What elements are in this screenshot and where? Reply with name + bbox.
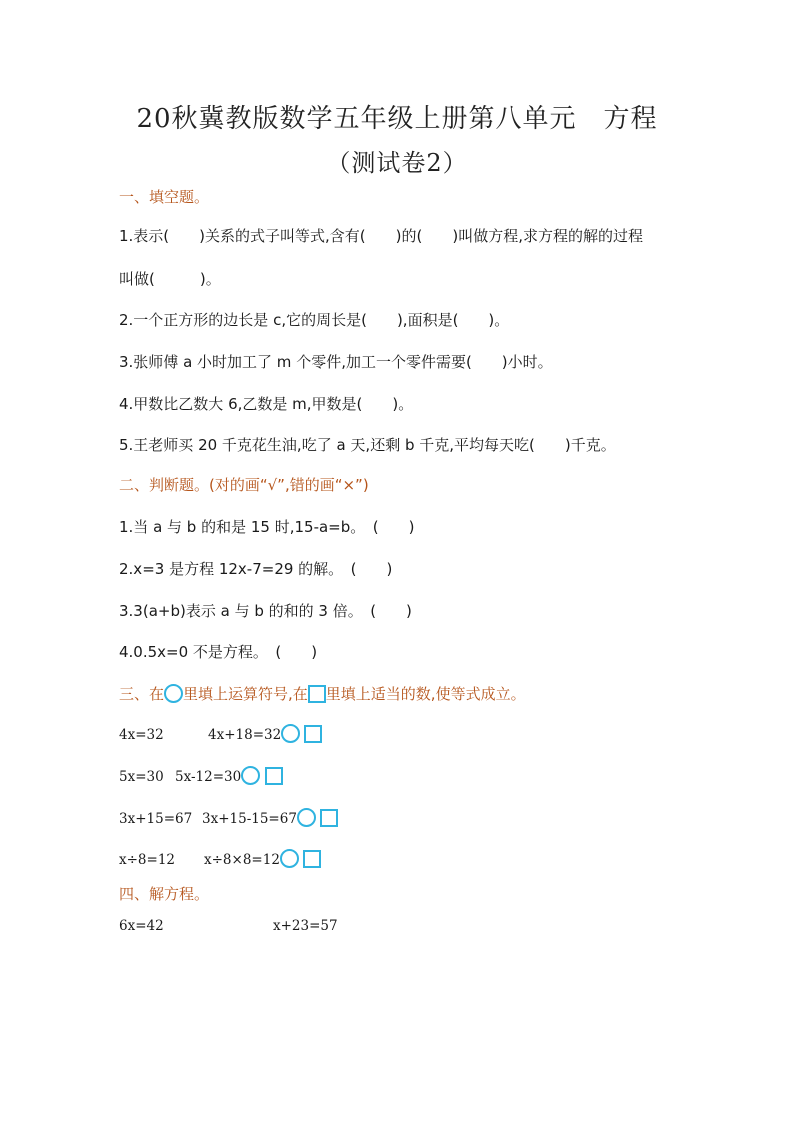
fill-question-3: 3.张师傅 a 小时加工了 m 个零件,加工一个零件需要( )小时。	[119, 353, 553, 371]
equation-row-1-right	[208, 724, 322, 743]
number-square-icon[interactable]	[304, 725, 322, 743]
equation-row-3-right	[202, 808, 338, 827]
number-square-icon[interactable]	[265, 767, 283, 785]
section-3-heading	[119, 683, 526, 704]
section-4-heading: 四、解方程。	[119, 885, 210, 903]
judge-question-3: 3.3(a+b)表示 a 与 b 的和的 3 倍。 ( )	[119, 602, 412, 620]
equation-row-1-left: 4x=32	[119, 727, 164, 743]
judge-question-4: 4.0.5x=0 不是方程。 ( )	[119, 643, 318, 661]
judge-question-1: 1.当 a 与 b 的和是 15 时,15-a=b。 ( )	[119, 518, 415, 536]
solve-equation-1: 6x=42	[119, 918, 164, 934]
fill-question-4: 4.甲数比乙数大 6,乙数是 m,甲数是( )。	[119, 395, 414, 413]
equation-row-4-right-text: x÷8×8=12	[204, 852, 280, 868]
equation-row-4-left: x÷8=12	[119, 852, 176, 868]
section-3-heading-part-b: 里填上运算符号,在	[183, 685, 308, 703]
equation-row-2-left: 5x=30	[119, 769, 164, 785]
section-3-heading-part-a: 三、在	[119, 685, 165, 703]
operator-circle-icon[interactable]	[281, 724, 300, 743]
fill-question-1: 1.表示( )关系的式子叫等式,含有( )的( )叫做方程,求方程的解的过程	[119, 227, 643, 245]
section-3-heading-part-c: 里填上适当的数,使等式成立。	[325, 685, 526, 703]
equation-row-1-right-text: 4x+18=32	[208, 727, 282, 743]
operator-circle-icon[interactable]	[297, 808, 316, 827]
section-2-heading: 二、判断题。(对的画“√”,错的画“×”)	[119, 476, 369, 494]
solve-equation-2: x+23=57	[273, 918, 338, 934]
equation-row-4-right	[204, 849, 321, 868]
operator-circle-icon[interactable]	[241, 766, 260, 785]
fill-question-5: 5.王老师买 20 千克花生油,吃了 a 天,还剩 b 千克,平均每天吃( )千克。	[119, 436, 616, 454]
fill-question-2: 2.一个正方形的边长是 c,它的周长是( ),面积是( )。	[119, 311, 510, 329]
fill-question-1-continued: 叫做( )。	[119, 270, 221, 288]
number-square-icon[interactable]	[303, 850, 321, 868]
section-1-heading: 一、填空题。	[119, 188, 210, 206]
circle-symbol-icon	[164, 684, 183, 703]
document-subtitle: （测试卷2）	[326, 149, 468, 177]
number-square-icon[interactable]	[320, 809, 338, 827]
document-title: 20秋冀教版数学五年级上册第八单元 方程	[136, 104, 658, 134]
equation-row-3-left: 3x+15=67	[119, 811, 193, 827]
operator-circle-icon[interactable]	[280, 849, 299, 868]
equation-row-3-right-text: 3x+15-15=67	[202, 811, 297, 827]
judge-question-2: 2.x=3 是方程 12x-7=29 的解。 ( )	[119, 560, 393, 578]
square-symbol-icon	[308, 685, 326, 703]
equation-row-2-right	[175, 766, 283, 785]
equation-row-2-right-text: 5x-12=30	[175, 769, 242, 785]
